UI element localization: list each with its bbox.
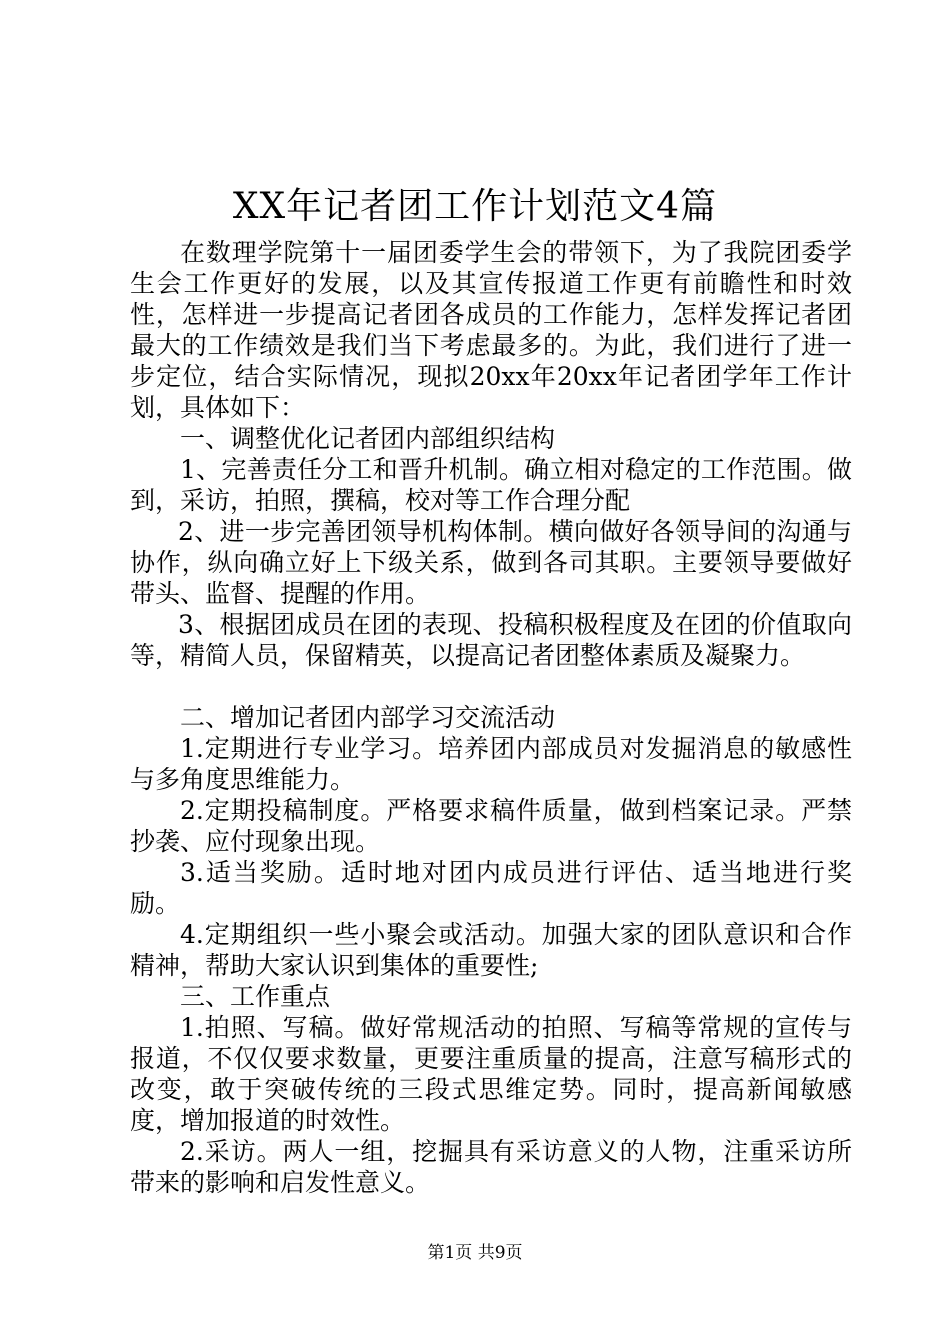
section-1-item-3: 3、根据团成员在团的表现、投稿积极程度及在团的价值取向等，精简人员，保留精英，以提高记者团整体素质及凝聚力。: [130, 610, 852, 670]
blank-line: [130, 671, 852, 702]
intro-paragraph: 在数理学院第十一届团委学生会的带领下，为了我院团委学生会工作更好的发展，以及其宣传报道工作更有前瞻性和时效性，怎样进一步提高记者团各成员的工作能力，怎样发挥记者团最大的工作绩效是我们当下考虑最多的。为此，我们进行了进一步定位，结合实际情况，现拟20xx年20xx年记者团学年工作计划，具体如下：: [130, 238, 852, 422]
section-1-item-1: 1、完善责任分工和晋升机制。确立相对稳定的工作范围。做到，采访，拍照，撰稿，校对等工作合理分配: [130, 455, 852, 515]
section-1-item-2: 2、进一步完善团领导机构体制。横向做好各领导间的沟通与协作，纵向确立好上下级关系，做到各司其职。主要领导要做好带头、监督、提醒的作用。: [130, 517, 852, 608]
section-heading-1: 一、调整优化记者团内部组织结构: [180, 424, 556, 453]
section-3-item-1: 1.拍照、写稿。做好常规活动的拍照、写稿等常规的宣传与报道，不仅仅要求数量，更要注重质量的提高，注意写稿形式的改变，敢于突破传统的三段式思维定势。同时，提高新闻敏感度，增加报道的时效性。: [130, 1013, 852, 1135]
section-heading-3: 三、工作重点: [180, 982, 331, 1011]
section-3-item-2: 2.采访。两人一组，挖掘具有采访意义的人物，注重采访所带来的影响和启发性意义。: [130, 1137, 852, 1197]
section-2-item-2: 2.定期投稿制度。严格要求稿件质量，做到档案记录。严禁抄袭、应付现象出现。: [130, 796, 852, 856]
page-number: 第1页 共9页: [427, 1243, 523, 1263]
document-title: XX年记者团工作计划范文4篇: [232, 186, 718, 227]
section-2-item-3: 3.适当奖励。适时地对团内成员进行评估、适当地进行奖励。: [130, 858, 852, 918]
section-2-item-4: 4.定期组织一些小聚会或活动。加强大家的团队意识和合作精神，帮助大家认识到集体的重要性;: [130, 920, 852, 980]
section-heading-2: 二、增加记者团内部学习交流活动: [180, 703, 556, 732]
document-body: [130, 237, 852, 1198]
section-2-item-1: 1.定期进行专业学习。培养团内部成员对发掘消息的敏感性与多角度思维能力。: [130, 734, 852, 794]
